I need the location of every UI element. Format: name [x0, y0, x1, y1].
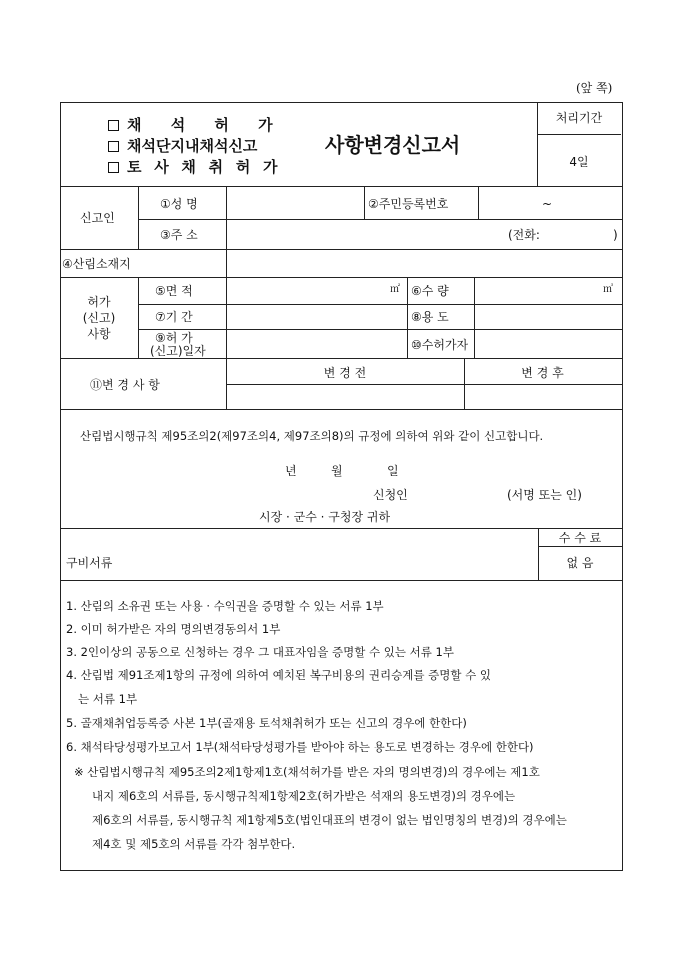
applicant-label: 신청인	[373, 488, 408, 502]
area-unit: ㎡	[390, 284, 400, 295]
option-quarry-report[interactable]: 채석단지내채석신고	[108, 139, 257, 154]
use-label: ⑧용 도	[411, 310, 449, 324]
forest-location-input[interactable]	[228, 251, 620, 275]
checkbox[interactable]	[108, 120, 119, 131]
address-input[interactable]	[228, 221, 498, 247]
permit-date-label: ⑨허 가	[155, 331, 193, 345]
list-item: 4. 산림법 제91조제1항의 규정에 의하여 예치된 복구비용의 권리승계를 증명할 수 있	[66, 668, 491, 682]
option-quarry-permit[interactable]: 채 석 허 가	[108, 118, 285, 133]
checkbox[interactable]	[108, 141, 119, 152]
note-line: 제6호의 서류를, 동시행규칙 제1항제5호(법인대표의 변경이 없는 법인명칭의 변경)의 경우에는	[92, 813, 567, 827]
signature-label: (서명 또는 인)	[507, 488, 582, 502]
name-label: ①성 명	[160, 197, 198, 211]
date-year: 년	[285, 464, 297, 478]
note-line: 제4호 및 제5호의 서류를 각각 첨부한다.	[92, 837, 296, 851]
processing-period-label: 처리기간	[555, 111, 603, 125]
before-change-label: 변 경 전	[323, 366, 367, 380]
quantity-input[interactable]	[476, 279, 596, 302]
list-item: 6. 채석타당성평가보고서 1부(채석타당성평가를 받아야 하는 용도로 변경하는 경우에 한한다)	[66, 740, 534, 754]
after-change-input[interactable]	[466, 386, 620, 407]
resident-id-label: ②주민등록번호	[368, 197, 449, 211]
quantity-unit: ㎥	[603, 284, 613, 295]
area-label: ⑤면 적	[155, 284, 193, 298]
permit-holder-label: ⑩수허가자	[411, 338, 469, 352]
fee-label: 수 수 료	[558, 531, 602, 545]
note-line: ※ 산림법시행규칙 제95조의2제1항제1호(채석허가를 받은 자의 명의변경)의 경우에는 제1호	[74, 765, 540, 779]
phone-input[interactable]	[546, 221, 612, 247]
list-item: 2. 이미 허가받은 자의 명의변경동의서 1부	[66, 622, 281, 636]
forest-location-label: ④산림소재지	[62, 257, 131, 271]
list-item: 1. 산림의 소유권 또는 사용 · 수익권을 증명할 수 있는 서류 1부	[66, 599, 384, 613]
before-change-input[interactable]	[228, 386, 462, 407]
period-input[interactable]	[228, 306, 405, 327]
date-month: 월	[331, 464, 343, 478]
addressee: 시장 · 군수 · 구청장 귀하	[259, 510, 391, 524]
permit-date-input[interactable]	[228, 331, 405, 356]
permit-date-label-sub: (신고)일자	[150, 344, 206, 358]
documents-label: 구비서류	[66, 556, 113, 570]
phone-close: )	[613, 228, 618, 242]
fee-value: 없 음	[566, 556, 594, 570]
permit-section-label: 허가 (신고) 사항	[82, 295, 116, 341]
name-input[interactable]	[228, 188, 362, 217]
note-line: 내지 제6호의 서류를, 동시행규칙제1항제2호(허가받은 석재의 용도변경)의 경우에는	[92, 789, 516, 803]
permit-holder-input[interactable]	[476, 331, 620, 356]
resident-id-separator: ~	[542, 197, 553, 211]
declaration-text: 산림법시행규칙 제95조의2(제97조의4, 제97조의8)의 규정에 의하여 위와 같이 신고합니다.	[80, 429, 544, 443]
address-label: ③주 소	[160, 228, 198, 242]
change-items-label: ⑪변 경 사 항	[90, 378, 160, 392]
period-label: ⑦기 간	[155, 310, 193, 324]
reporter-label: 신고인	[80, 211, 115, 225]
list-item: 3. 2인이상의 공동으로 신청하는 경우 그 대표자임을 증명할 수 있는 서류 1부	[66, 645, 454, 659]
area-input[interactable]	[228, 279, 388, 302]
use-input[interactable]	[476, 306, 620, 327]
list-item-continued: 는 서류 1부	[78, 692, 138, 706]
checkbox[interactable]	[108, 162, 119, 173]
list-item: 5. 골재채취업등록증 사본 1부(골재용 토석채취허가 또는 신고의 경우에 한한다)	[66, 716, 467, 730]
form-title: 사항변경신고서	[325, 133, 461, 157]
quantity-label: ⑥수 량	[411, 284, 449, 298]
processing-period-value: 4일	[569, 155, 589, 169]
form-frame	[60, 102, 623, 871]
after-change-label: 변 경 후	[521, 366, 564, 380]
option-soil-permit[interactable]: 토 사 채 취 허 가	[108, 160, 281, 175]
date-day: 일	[387, 464, 399, 478]
phone-label: (전화:	[508, 228, 540, 242]
page-side-label: (앞 쪽)	[576, 81, 613, 95]
